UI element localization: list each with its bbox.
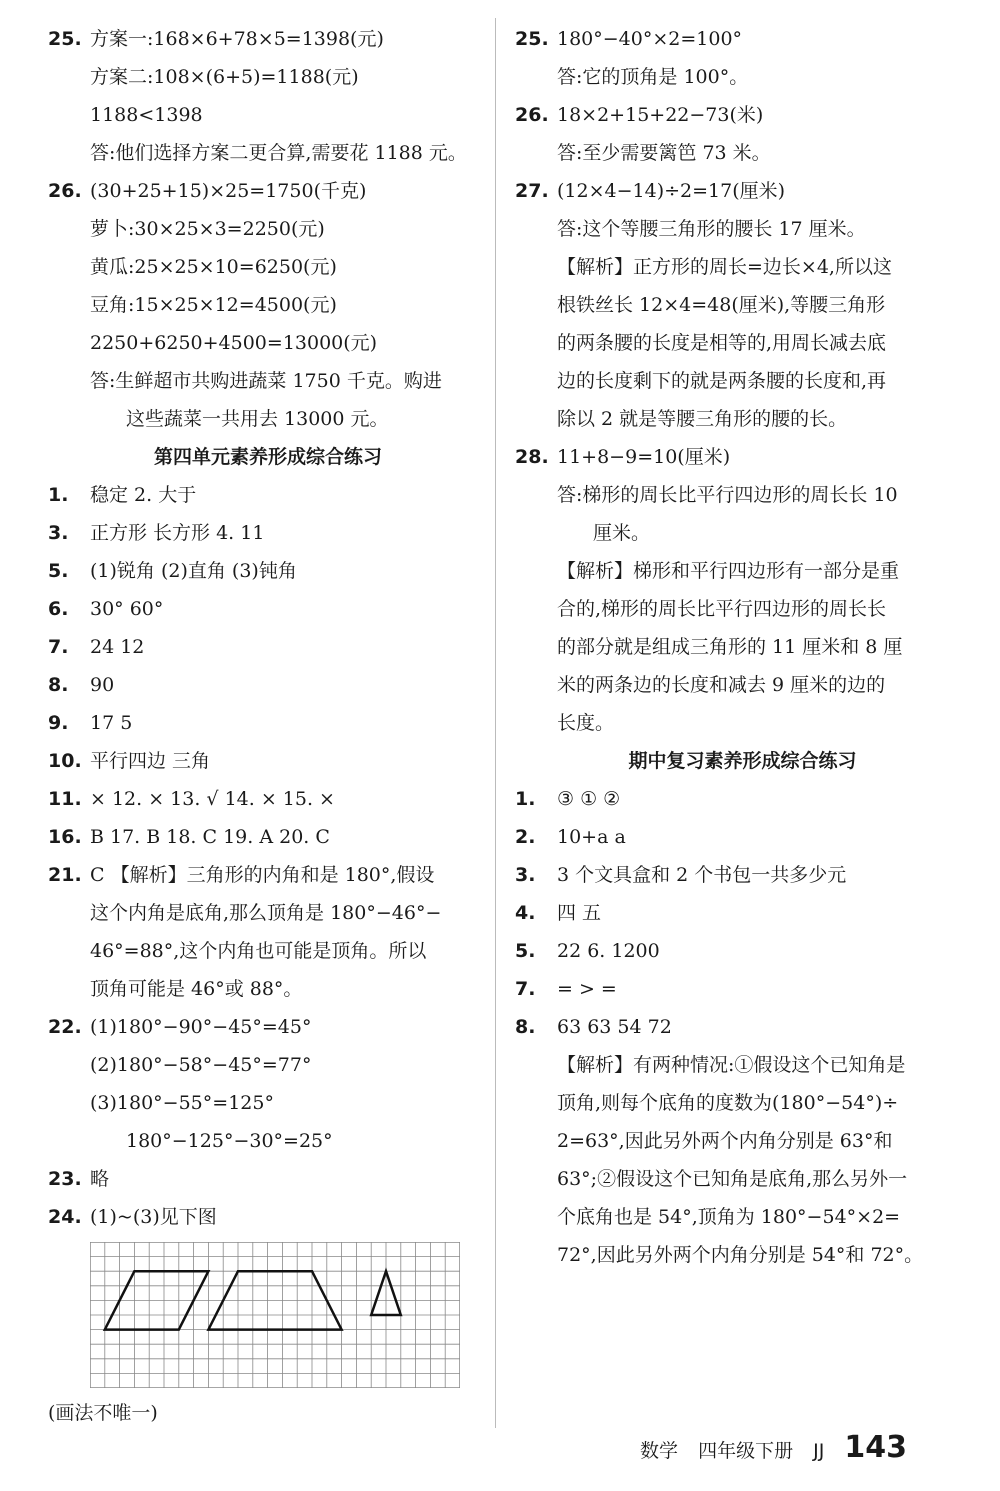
- answer-line: [48, 362, 488, 400]
- question-number: 22.: [48, 1016, 82, 1038]
- question-number: 11.: [48, 788, 82, 810]
- question-number: 4.: [515, 902, 536, 924]
- answer-text: 合的,梯形的周长比平行四边形的周长长: [557, 598, 887, 620]
- answer-line: [48, 552, 488, 590]
- answer-text: 厘米。: [593, 522, 651, 544]
- answer-line: [515, 438, 970, 476]
- answer-text: 72°,因此另外两个内角分别是 54°和 72°。: [557, 1244, 924, 1266]
- answer-line: [48, 210, 488, 248]
- footer-subject: 数学: [640, 1440, 679, 1462]
- answer-text: 方案一:168×6+78×5=1398(元): [90, 28, 384, 50]
- question-number: 5.: [515, 940, 536, 962]
- answer-line: [515, 970, 970, 1008]
- right-column: [515, 20, 970, 1274]
- answer-text: 答:生鲜超市共购进蔬菜 1750 千克。购进: [90, 370, 442, 392]
- answer-line: [48, 742, 488, 780]
- question-number: 10.: [48, 750, 82, 772]
- grid-drawing: [90, 1242, 460, 1388]
- answer-text: 这个内角是底角,那么顶角是 180°−46°−: [90, 902, 442, 924]
- answer-line: [515, 894, 970, 932]
- answer-line: [515, 704, 970, 742]
- answer-line: [515, 20, 970, 58]
- question-number: 21.: [48, 864, 82, 886]
- answer-line: [515, 628, 970, 666]
- answer-line: [515, 514, 970, 552]
- answer-line: [48, 894, 488, 932]
- answer-text: 24 12: [90, 636, 145, 658]
- question-number: 2.: [515, 826, 536, 848]
- answer-text: 根铁丝长 12×4=48(厘米),等腰三角形: [557, 294, 886, 316]
- answer-text: 顶角可能是 46°或 88°。: [90, 978, 303, 1000]
- question-number: 7.: [48, 636, 69, 658]
- footer-edition: JJ: [813, 1440, 825, 1462]
- answer-line: [48, 1160, 488, 1198]
- page-number: 143: [844, 1430, 908, 1465]
- answer-text: 个底角也是 54°,顶角为 180°−54°×2=: [557, 1206, 901, 1228]
- answer-line: [515, 1008, 970, 1046]
- answer-text: 18×2+15+22−73(米): [557, 104, 764, 126]
- answer-line: [48, 134, 488, 172]
- answer-line: [48, 1198, 488, 1236]
- answer-line: [515, 818, 970, 856]
- answer-text: 2=63°,因此另外两个内角分别是 63°和: [557, 1130, 893, 1152]
- answer-line: [515, 780, 970, 818]
- answer-line: [515, 476, 970, 514]
- answer-line: [48, 628, 488, 666]
- question-number: 24.: [48, 1206, 82, 1228]
- answer-text: 答:它的顶角是 100°。: [557, 66, 749, 88]
- answer-text: C 【解析】三角形的内角和是 180°,假设: [90, 864, 435, 886]
- question-number: 5.: [48, 560, 69, 582]
- question-number: 26.: [515, 104, 549, 126]
- answer-text: 边的长度剩下的就是两条腰的长度和,再: [557, 370, 887, 392]
- answer-text: 180°−125°−30°=25°: [126, 1130, 333, 1152]
- answer-text: 顶角,则每个底角的度数为(180°−54°)÷: [557, 1092, 899, 1114]
- question-number: 8.: [515, 1016, 536, 1038]
- answer-text: 答:至少需要篱笆 73 米。: [557, 142, 771, 164]
- answer-text: 90: [90, 674, 115, 696]
- answer-line: [48, 248, 488, 286]
- answer-line: [48, 58, 488, 96]
- answer-line: [48, 666, 488, 704]
- answer-line: [48, 514, 488, 552]
- answer-line: [48, 286, 488, 324]
- question-number: 25.: [515, 28, 549, 50]
- question-number: 9.: [48, 712, 69, 734]
- answer-line: [515, 248, 970, 286]
- answer-line: [515, 666, 970, 704]
- answer-text: 略: [90, 1168, 110, 1190]
- answer-text: 3 个文具盒和 2 个书包一共多少元: [557, 864, 847, 886]
- answer-line: [515, 96, 970, 134]
- answer-text: (12×4−14)÷2=17(厘米): [557, 180, 786, 202]
- drawing-note: (画法不唯一): [48, 1402, 158, 1424]
- left-column: [48, 20, 488, 1432]
- answer-line: [48, 818, 488, 856]
- answer-line: [48, 20, 488, 58]
- answer-line: [515, 172, 970, 210]
- answer-text: 180°−40°×2=100°: [557, 28, 743, 50]
- answer-text: 17 5: [90, 712, 133, 734]
- question-number: 1.: [515, 788, 536, 810]
- answer-line: [515, 1046, 970, 1084]
- question-number: 23.: [48, 1168, 82, 1190]
- question-number: 16.: [48, 826, 82, 848]
- answer-text: (1)180°−90°−45°=45°: [90, 1016, 312, 1038]
- answer-line: [515, 400, 970, 438]
- answer-text: 【解析】正方形的周长=边长×4,所以这: [557, 256, 892, 278]
- answer-line: [515, 1198, 970, 1236]
- answer-line: [515, 856, 970, 894]
- question-number: 8.: [48, 674, 69, 696]
- answer-line: [515, 1160, 970, 1198]
- column-divider: [495, 18, 496, 1428]
- answer-text: 米的两条边的长度和减去 9 厘米的边的: [557, 674, 886, 696]
- answer-text: (1)锐角 (2)直角 (3)钝角: [90, 560, 297, 582]
- answer-text: (3)180°−55°=125°: [90, 1092, 274, 1114]
- answer-text: 方案二:108×(6+5)=1188(元): [90, 66, 359, 88]
- answer-text: 稳定 2. 大于: [90, 484, 197, 506]
- answer-text: 的两条腰的长度是相等的,用周长减去底: [557, 332, 887, 354]
- answer-text: 答:这个等腰三角形的腰长 17 厘米。: [557, 218, 866, 240]
- answer-text: (1)~(3)见下图: [90, 1206, 217, 1228]
- answer-text: 2250+6250+4500=13000(元): [90, 332, 378, 354]
- page-footer: [640, 1430, 921, 1465]
- answer-text: 63°;②假设这个已知角是底角,那么另外一: [557, 1168, 908, 1190]
- answer-line: [48, 970, 488, 1008]
- answer-line: [515, 134, 970, 172]
- answer-line: [515, 58, 970, 96]
- answer-line: [515, 324, 970, 362]
- answer-line: [48, 932, 488, 970]
- question-number: 27.: [515, 180, 549, 202]
- section-heading: 第四单元素养形成综合练习: [153, 446, 382, 468]
- grid-figure: [90, 1242, 460, 1388]
- section-heading: 期中复习素养形成综合练习: [628, 750, 857, 772]
- answer-line: [515, 286, 970, 324]
- answer-text: 答:梯形的周长比平行四边形的周长长 10: [557, 484, 898, 506]
- answer-text: 的部分就是组成三角形的 11 厘米和 8 厘: [557, 636, 903, 658]
- answer-line: [515, 932, 970, 970]
- answer-text: = > =: [557, 978, 617, 1000]
- answer-line: [48, 1122, 488, 1160]
- question-number: 6.: [48, 598, 69, 620]
- answer-text: 46°=88°,这个内角也可能是顶角。所以: [90, 940, 427, 962]
- answer-text: (30+25+15)×25=1750(千克): [90, 180, 367, 202]
- answer-line: [515, 1236, 970, 1274]
- answer-line: [48, 856, 488, 894]
- answer-text: 这些蔬菜一共用去 13000 元。: [126, 408, 389, 430]
- answer-text: 63 63 54 72: [557, 1016, 672, 1038]
- question-number: 3.: [515, 864, 536, 886]
- answer-text: ③ ① ②: [557, 788, 621, 810]
- answer-line: [515, 362, 970, 400]
- answer-line: [48, 1084, 488, 1122]
- answer-line: [515, 1122, 970, 1160]
- answer-line: [48, 476, 488, 514]
- answer-text: 11+8−9=10(厘米): [557, 446, 731, 468]
- answer-text: 22 6. 1200: [557, 940, 660, 962]
- answer-text: 30° 60°: [90, 598, 164, 620]
- answer-text: 答:他们选择方案二更合算,需要花 1188 元。: [90, 142, 467, 164]
- answer-text: (2)180°−58°−45°=77°: [90, 1054, 312, 1076]
- answer-text: × 12. × 13. √ 14. × 15. ×: [90, 788, 335, 810]
- answer-text: 1188<1398: [90, 104, 203, 126]
- question-number: 7.: [515, 978, 536, 1000]
- question-number: 3.: [48, 522, 69, 544]
- answer-text: 【解析】梯形和平行四边形有一部分是重: [557, 560, 900, 582]
- answer-line: [48, 780, 488, 818]
- answer-line: [515, 552, 970, 590]
- answer-text: 平行四边 三角: [90, 750, 211, 772]
- answer-text: 豆角:15×25×12=4500(元): [90, 294, 337, 316]
- answer-line: [515, 590, 970, 628]
- footer-grade: 四年级下册: [698, 1440, 794, 1462]
- question-number: 26.: [48, 180, 82, 202]
- answer-text: 黄瓜:25×25×10=6250(元): [90, 256, 337, 278]
- answer-line: [48, 324, 488, 362]
- answer-line: [48, 172, 488, 210]
- answer-line: [48, 590, 488, 628]
- question-number: 1.: [48, 484, 69, 506]
- answer-line: [48, 1046, 488, 1084]
- answer-line: [515, 1084, 970, 1122]
- answer-text: 10+a a: [557, 826, 626, 848]
- answer-line: [48, 96, 488, 134]
- answer-text: 长度。: [557, 712, 615, 734]
- answer-text: 四 五: [557, 902, 602, 924]
- answer-text: B 17. B 18. C 19. A 20. C: [90, 826, 330, 848]
- question-number: 28.: [515, 446, 549, 468]
- answer-line: [48, 400, 488, 438]
- answer-text: 除以 2 就是等腰三角形的腰的长。: [557, 408, 848, 430]
- question-number: 25.: [48, 28, 82, 50]
- answer-text: 【解析】有两种情况:①假设这个已知角是: [557, 1054, 906, 1076]
- answer-text: 正方形 长方形 4. 11: [90, 522, 265, 544]
- answer-line: [48, 1008, 488, 1046]
- answer-line: [515, 210, 970, 248]
- answer-text: 萝卜:30×25×3=2250(元): [90, 218, 325, 240]
- answer-line: [48, 704, 488, 742]
